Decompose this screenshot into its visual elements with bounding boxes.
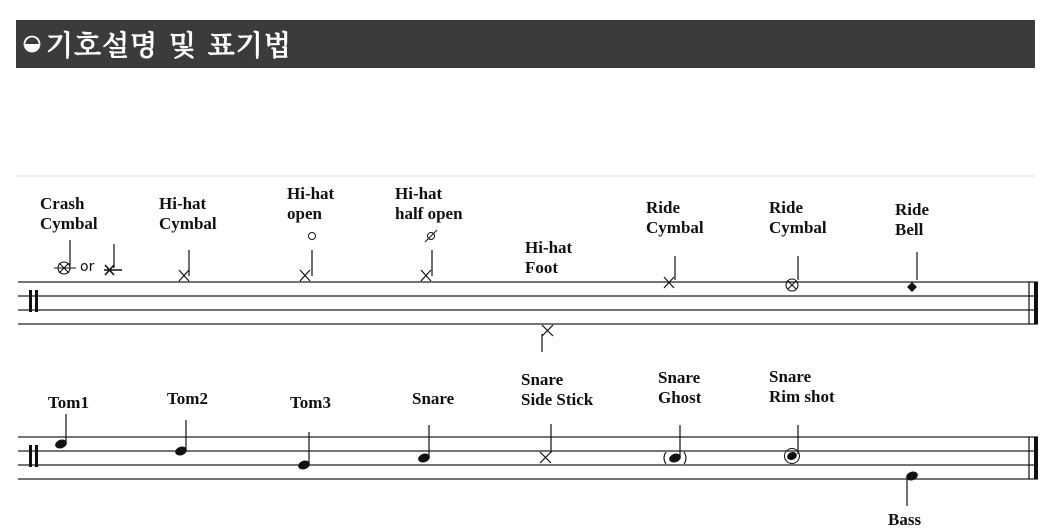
staff-2: [18, 437, 1038, 479]
crash-cymbal-alt-note: [104, 244, 122, 275]
snare-rim-shot-note: [785, 425, 800, 464]
snare-ghost-note: [664, 425, 686, 464]
tom2-note: [174, 420, 188, 457]
section-title: 기호설명 및 표기법: [46, 29, 292, 62]
label-tom1: Tom1: [48, 393, 89, 412]
label-snare-rim-shot: Snare Rim shot: [769, 367, 835, 406]
label-snare: Snare: [412, 389, 455, 408]
crash-cymbal-note: [54, 240, 76, 274]
hihat-cymbal-note: [179, 250, 189, 281]
label-ride-cymbal-2: Ride Cymbal: [769, 198, 827, 237]
label-hihat-foot: Hi-hat Foot: [525, 238, 573, 277]
hihat-half-open-note: [421, 230, 437, 281]
label-ride-bell: Ride Bell: [895, 200, 929, 239]
label-ride-cymbal: Ride Cymbal: [646, 198, 704, 237]
label-hihat-cymbal: Hi-hat Cymbal: [159, 194, 217, 233]
hihat-foot-note: [542, 325, 553, 352]
label-bass: Bass: [888, 510, 922, 529]
hihat-open-note: [300, 233, 316, 282]
staff-1: [18, 282, 1038, 324]
label-crash-cymbal: Crash Cymbal: [40, 194, 98, 233]
label-snare-ghost: Snare Ghost: [658, 368, 702, 407]
snare-side-stick-note: [540, 424, 551, 463]
label-snare-side-stick: Snare Side Stick: [521, 370, 594, 409]
ride-cymbal-circled-note: [786, 256, 798, 291]
label-hihat-half-open: Hi-hat half open: [395, 184, 463, 223]
bass-note: [905, 470, 919, 506]
snare-note: [417, 425, 431, 464]
ride-cymbal-note: [664, 256, 675, 288]
tom1-note: [54, 414, 68, 450]
label-tom3: Tom3: [290, 393, 331, 412]
ride-bell-note: [907, 252, 917, 292]
label-hihat-open: Hi-hat open: [287, 184, 335, 223]
label-or: or: [80, 259, 95, 275]
label-tom2: Tom2: [167, 389, 208, 408]
